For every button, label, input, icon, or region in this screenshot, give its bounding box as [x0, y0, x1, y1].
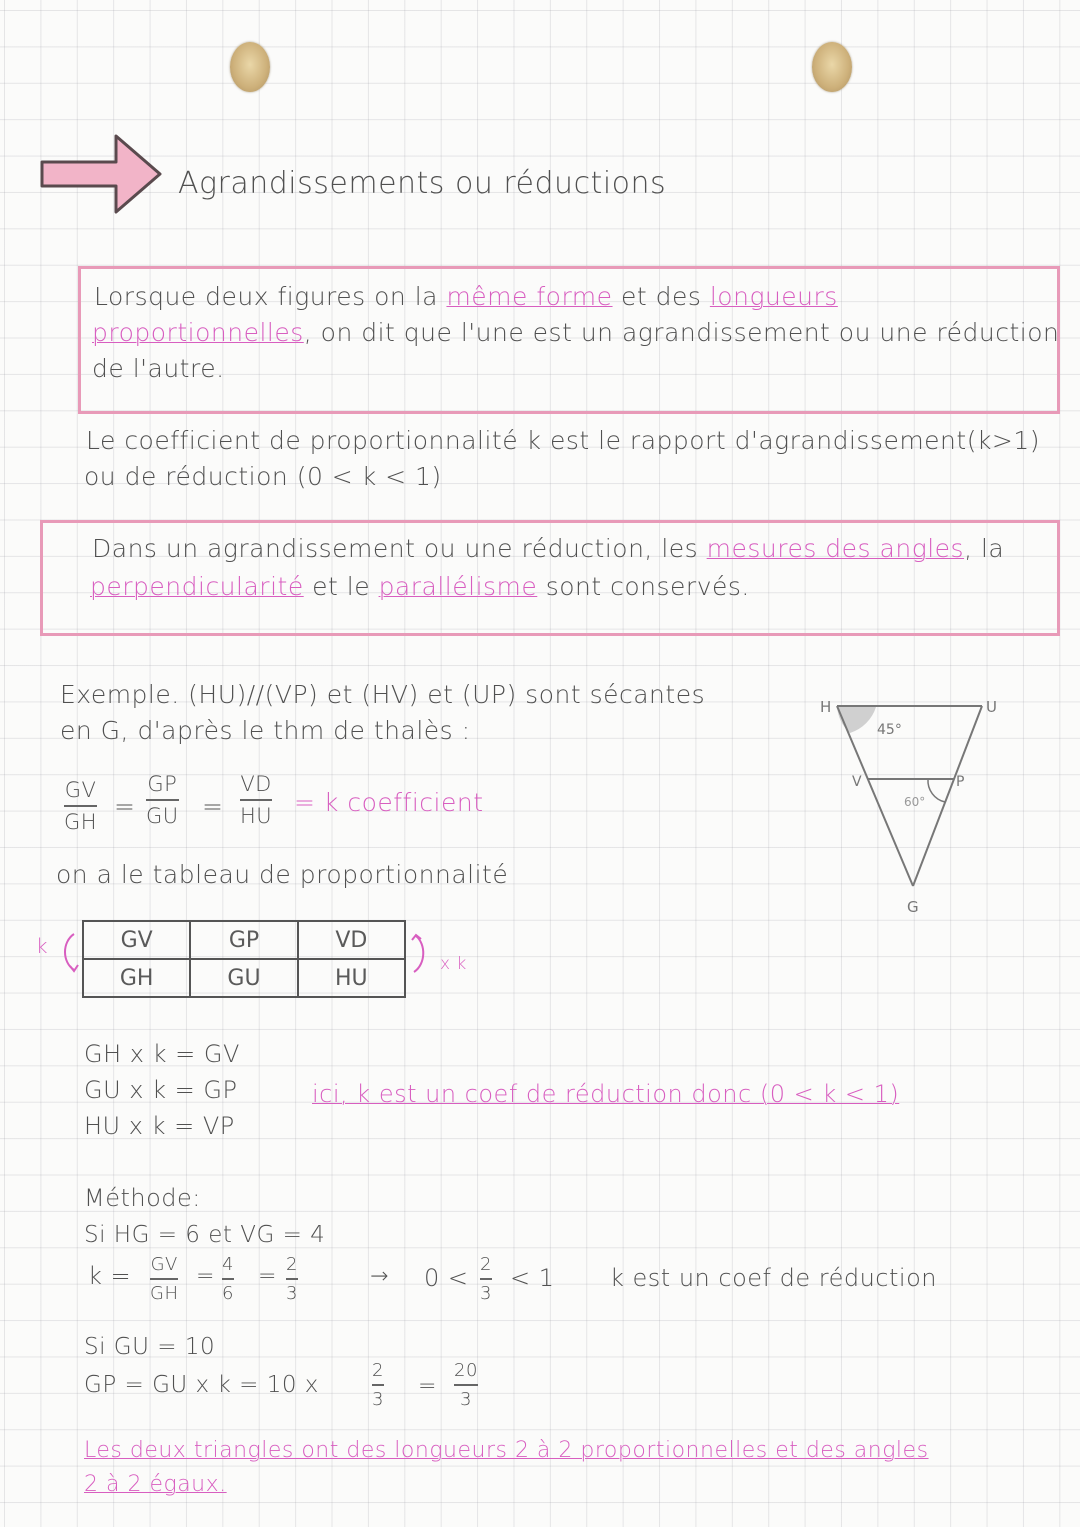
equals-sign: =: [202, 792, 224, 821]
k-left-label: k: [36, 934, 49, 958]
ratio-gv-gh: GV GH: [64, 778, 98, 834]
equals-sign: =: [418, 1374, 437, 1399]
table-cell: VD: [298, 921, 405, 959]
method-given: Si HG = 6 et VG = 4: [84, 1222, 326, 1248]
product-line-3: HU x k = VP: [84, 1112, 235, 1140]
gp-fraction: 2 3: [372, 1360, 384, 1410]
k-equals: k =: [88, 1262, 132, 1290]
summary-line-2: 2 à 2 égaux.: [84, 1472, 227, 1497]
proportionality-table: [82, 920, 406, 998]
svg-text:G: G: [907, 898, 919, 916]
k-coefficient-label: = k coefficient: [294, 788, 484, 817]
table-cell: GH: [83, 959, 190, 997]
table-row: [83, 921, 405, 959]
inequality-right: < 1: [510, 1264, 555, 1292]
coefficient-line-2: ou de réduction (0 < k < 1): [84, 462, 442, 491]
thales-triangle-diagram: [800, 680, 1020, 920]
arrow-icon: →: [370, 1264, 389, 1289]
example-line-1: Exemple. (HU)//(VP) et (HV) et (UP) sont sécantes: [60, 680, 706, 709]
curved-arrow-right-icon: [408, 930, 434, 980]
conservation-line-2: perpendicularité et le parallélisme sont conservés.: [90, 572, 750, 601]
equals-sign: =: [114, 792, 136, 821]
fraction-4-6: 4 6: [222, 1254, 234, 1304]
conservation-line-1: Dans un agrandissement ou une réduction, les mesures des angles, la: [92, 534, 1005, 563]
table-cell: HU: [298, 959, 405, 997]
table-cell: GP: [190, 921, 297, 959]
gp-equation: GP = GU x k = 10 x: [84, 1372, 319, 1398]
svg-text:45°: 45°: [877, 722, 902, 738]
inequality-left: 0 <: [424, 1264, 469, 1292]
method-conclusion: k est un coef de réduction: [610, 1264, 937, 1292]
table-cell: GU: [190, 959, 297, 997]
xk-right-label: x k: [440, 954, 467, 974]
svg-text:V: V: [852, 774, 862, 790]
table-cell: GV: [83, 921, 190, 959]
method-title: Méthode:: [84, 1184, 201, 1212]
section-title: Agrandissements ou réductions: [178, 166, 667, 201]
binder-ring-left: [230, 42, 270, 92]
equals-sign: =: [258, 1264, 277, 1289]
svg-text:H: H: [820, 698, 832, 716]
example-line-2: en G, d'après le thm de thalès :: [60, 716, 471, 745]
fraction-gv-gh: GV GH: [150, 1254, 179, 1304]
curved-arrow-left-icon: [56, 930, 82, 976]
binder-ring-right: [812, 42, 852, 92]
svg-text:P: P: [956, 774, 965, 790]
definition-line-3: de l'autre.: [92, 354, 225, 383]
svg-text:U: U: [986, 698, 997, 716]
ratio-vd-hu: VD HU: [240, 772, 273, 828]
gp-result-fraction: 20 3: [454, 1360, 478, 1410]
definition-line-2: proportionnelles, on dit que l'une est un agrandissement ou une réduction: [92, 318, 1060, 347]
arrow-right-icon: [38, 132, 164, 218]
summary-line-1: Les deux triangles ont des longueurs 2 à 2 proportionnelles et des angles: [84, 1438, 929, 1463]
method-given-2: Si GU = 10: [84, 1334, 216, 1360]
equals-sign: =: [196, 1264, 215, 1289]
table-row: [83, 959, 405, 997]
ratio-gp-gu: GP GU: [146, 772, 179, 828]
inequality-fraction: 2 3: [480, 1254, 492, 1304]
product-line-2: GU x k = GP: [84, 1076, 238, 1104]
svg-text:60°: 60°: [904, 795, 926, 809]
reduction-note: ici, k est un coef de réduction donc (0 < k < 1): [312, 1080, 900, 1108]
coefficient-line-1: Le coefficient de proportionnalité k est le rapport d'agrandissement(k>1): [86, 426, 1041, 455]
product-line-1: GH x k = GV: [84, 1040, 240, 1068]
definition-line-1: Lorsque deux figures on la même forme et des longueurs: [94, 282, 838, 311]
table-intro: on a le tableau de proportionnalité: [56, 860, 509, 889]
fraction-2-3: 2 3: [286, 1254, 298, 1304]
